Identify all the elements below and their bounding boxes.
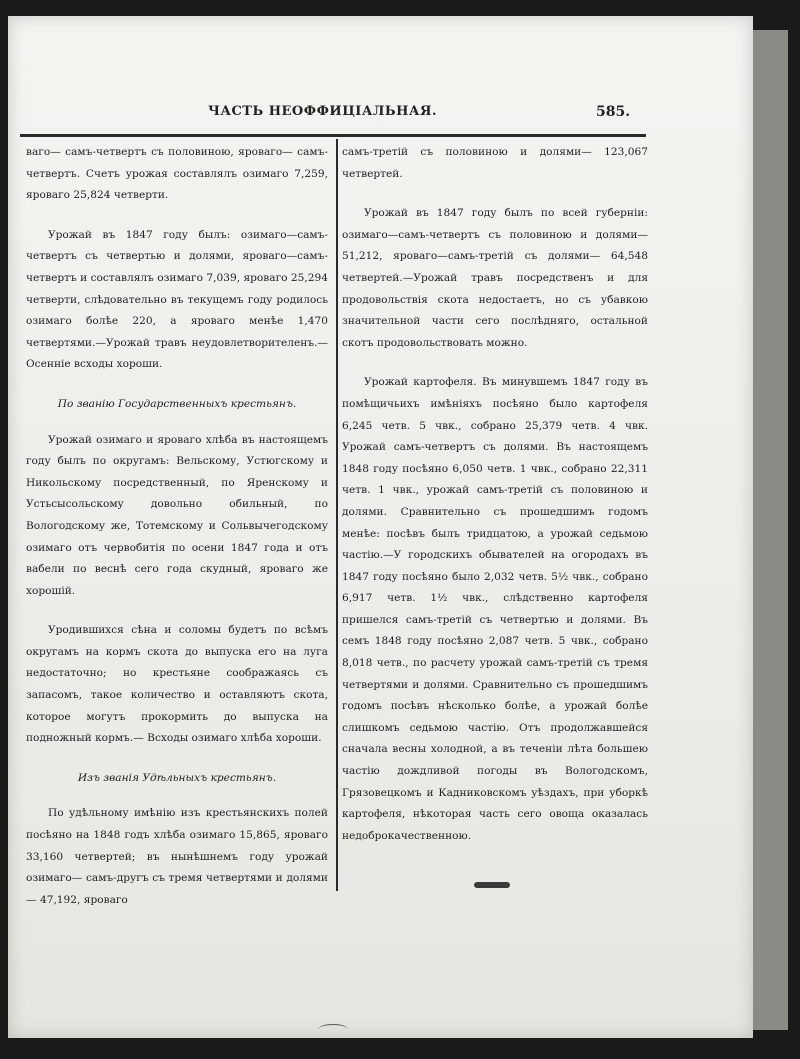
page-title: ЧАСТЬ НЕОФФИЦІАЛЬНАЯ.: [208, 104, 438, 119]
header-rule: [20, 134, 646, 137]
paragraph: самъ-третій съ половиною и долями— 123,067 четвертей.: [342, 146, 648, 180]
paragraph: Урожай въ 1847 году былъ: озимаго—самъ-четвертъ съ четвертью и долями, яроваго—самъ-четвертъ и составлялъ озимаго 7,039, яроваго 25,294 четверти, слѣдовательно въ текущемъ году родилось озимаго болѣе 220, а яроваго менѣе 1,470 четвертями.—Урожай травъ неудовлетворителенъ.—Осеннiе всходы хороши.: [26, 228, 328, 371]
paragraph: ваго— самъ-четвертъ съ половиною, яроваго— самъ-четвертъ. Счетъ урожая составлялъ озимаго 7,259, яроваго 25,824 четверти.: [26, 146, 328, 202]
paragraph: Уродившихся сѣна и соломы будетъ по всѣмъ округамъ на кормъ скота до выпуска его на луга недостаточно; но крестьяне соображаясь съ запасомъ, такое количество и оставляютъ скота, которое могутъ прокормить до выпуска на подножный кормъ.— Всходы озимаго хлѣба хороши.: [26, 624, 328, 745]
section-subhead: По званію Государственныхъ крестьянъ.: [57, 397, 297, 410]
binding-mark: [318, 1024, 348, 1035]
right-column: [342, 142, 648, 865]
page-number: 585.: [596, 104, 631, 120]
column-divider: [336, 139, 338, 891]
page-header: [8, 104, 753, 124]
end-ornament: [474, 882, 510, 888]
paragraph: Урожай озимаго и яроваго хлѣба въ настоящемъ году былъ по округамъ: Вельскому, Устюгскому и Никольскому посредственный, по Яренскому и Устьсысольскому довольно обильный, по Вологодскому же, Тотемскому и Сольвычегодскому озимаго отъ червобитія по осени 1847 года и отъ вабели по веснѣ сего года скудный, яроваго же хорошій.: [26, 433, 328, 597]
paragraph: Урожай картофеля. Въ минувшемъ 1847 году въ помѣщичьихъ имѣніяхъ посѣяно было картофеля 6,245 четв. 5 чвк., собрано 25,379 четв. 4 чвк. Урожай самъ-четвертъ съ долями. Въ настоящемъ 1848 году посѣяно 6,050 четв. 1 чвк., собрано 22,311 четв. 1 чвк., урожай самъ-третій съ половиною и долями. Сравнительно съ прошедшимъ годомъ менѣе: посѣвъ былъ тридцатою, а урожай седьмою частію.—У городскихъ обывателей на огородахъ въ 1847 году посѣяно было 2,032 четв. 5½ чвк., собрано 6,917 четв. 1½ чвк., слѣдственно картофеля пришелся самъ-третій съ четвертью и долями. Въ семъ 1848 году посѣяно 2,087 четв. 5 чвк., собрано 8,018 четв., по расчету урожай самъ-третій съ тремя четвертями и долями. Сравнительно съ прошедшимъ годомъ посѣвъ нѣсколько болѣе, а урожай болѣе слишкомъ седьмою частію. Отъ продолжавшейся сначала весны холодной, а въ теченіи лѣта большею частію дождливой погоды въ Вологодскомъ, Грязовецкомъ и Кадниковскомъ уѣздахъ, при уборкѣ картофеля, нѣкоторая часть сего овоща оказалась недоброкачественною.: [342, 376, 648, 842]
paragraph: Урожай въ 1847 году былъ по всей губерніи: озимаго—самъ-четвертъ съ половиною и долями—51,212, яроваго—самъ-третій съ долями— 64,548 четвертей.—Урожай травъ посредственъ и для продовольствія скота недостаетъ, но съ убавкою значительной части сего послѣдняго, остальной скотъ продовольствовать можно.: [342, 207, 648, 349]
left-column: [26, 142, 328, 929]
document-page: [8, 16, 753, 1038]
page-edge-shadow: [748, 30, 788, 1030]
section-subhead: Изъ званія Удѣльныхъ крестьянъ.: [77, 771, 277, 784]
paragraph: По удѣльному имѣнію изъ крестьянскихъ полей посѣяно на 1848 годъ хлѣба озимаго 15,865, яроваго 33,160 четвертей; въ нынѣшнемъ году урожай озимаго— самъ-другъ съ тремя четвертями и долями— 47,192, яроваго: [26, 807, 328, 906]
